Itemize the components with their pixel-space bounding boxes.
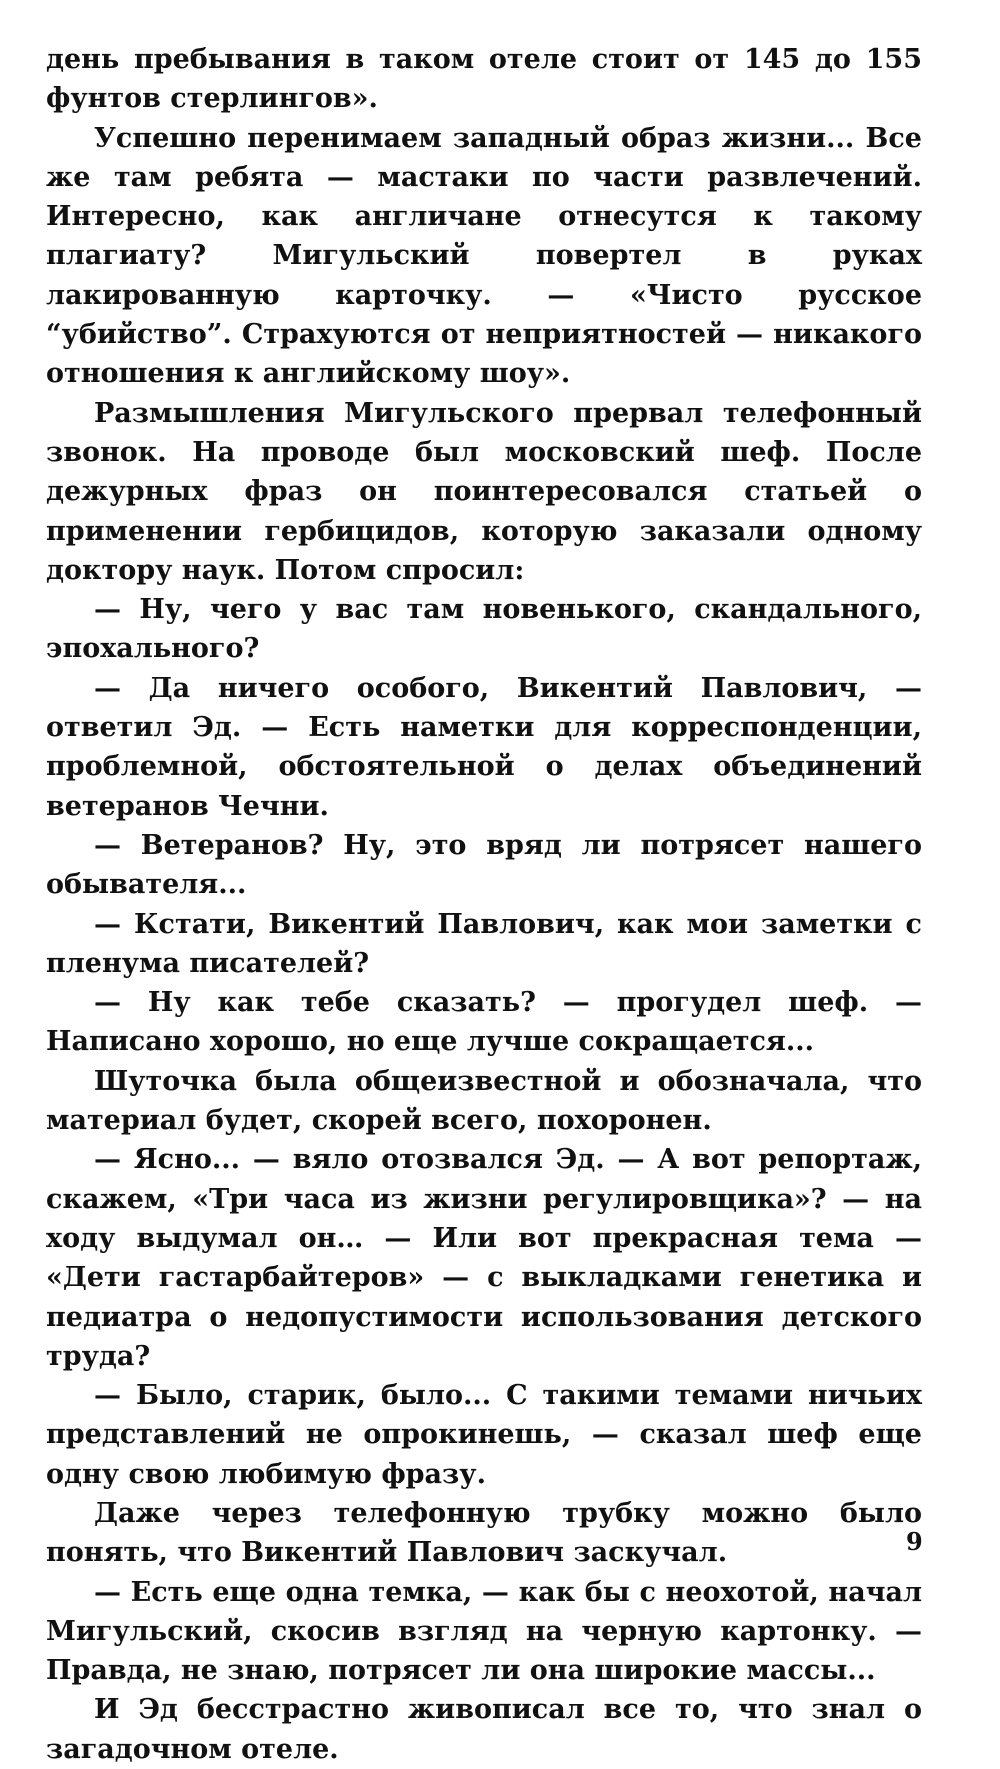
paragraph-2: Успешно перенимаем западный образ жизни... Все же там ребята — мастаки по части развлечений. Интересно, как англичане отнесутся к такому плагиату? Мигульский повертел в руках лакированную карточку. — «Чисто русское “убийство”. Страхуются от неприятностей — никакого отношения к английскому шоу». xyxy=(46,122,922,390)
paragraph-6: — Ветеранов? Ну, это вряд ли потрясет нашего обывателя... xyxy=(46,829,922,901)
paragraph-1: день пребывания в таком отеле стоит от 145 до 155 фунтов стерлингов». xyxy=(46,44,922,115)
page-number: 9 xyxy=(906,1527,923,1556)
paragraph-9: Шуточка была общеизвестной и обозначала, что материал будет, скорей всего, похоронен. xyxy=(46,1065,922,1137)
paragraph-10: — Ясно... — вяло отозвался Эд. — А вот репортаж, скажем, «Три часа из жизни регулировщика»? — на ходу выдумал он… — Или вот прекрасная тема — «Дети гастарбайтеров» — с выкладками генетика и педиатра о недопустимости использования детского труда? xyxy=(46,1144,922,1372)
paragraph-8: — Ну как тебе сказать? — прогудел шеф. — Написано хорошо, но еще лучше сокращается... xyxy=(46,987,922,1058)
paragraph-12: Даже через телефонную трубку можно было понять, что Викентий Павлович заскучал. xyxy=(46,1497,922,1569)
paragraph-5: — Да ничего особого, Викентий Павлович, — ответил Эд. — Есть наметки для корреспонденции, проблемной, обстоятельной о делах объединений ветеранов Чечни. xyxy=(46,672,922,822)
page-body xyxy=(46,40,922,1769)
paragraph-14: И Эд бесстрастно живописал все то, что знал о загадочном отеле. xyxy=(46,1694,922,1765)
paragraph-13: — Есть еще одна темка, — как бы с неохотой, начал Мигульский, скосив взгляд на черную картонку. — Правда, не знаю, потрясет ли она широкие массы... xyxy=(46,1576,922,1687)
paragraph-7: — Кстати, Викентий Павлович, как мои заметки с пленума писателей? xyxy=(46,908,922,979)
paragraph-3: Размышления Мигульского прервал телефонный звонок. На проводе был московский шеф. После дежурных фраз он поинтересовался статьей о применении гербицидов, которую заказали одному доктору наук. Потом спросил: xyxy=(46,397,922,586)
paragraph-11: — Было, старик, было... С такими темами ничьих представлений не опрокинешь, — сказал шеф еще одну свою любимую фразу. xyxy=(46,1380,922,1490)
paragraph-4: — Ну, чего у вас там новенького, скандального, эпохального? xyxy=(46,594,922,665)
